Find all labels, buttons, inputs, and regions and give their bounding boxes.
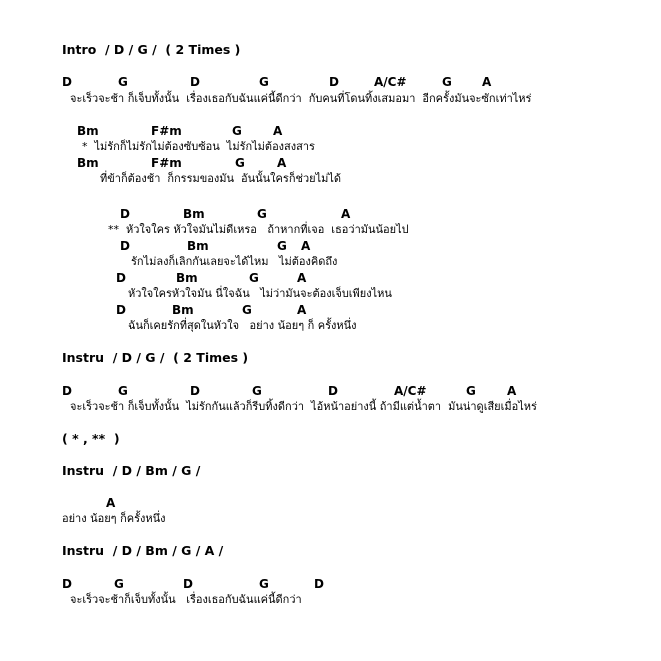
chord: G — [259, 577, 269, 591]
chord: G — [242, 303, 252, 317]
hook-lyric-4: ฉันก็เคยรักที่สุดในหัวใจ อย่าง น้อยๆ ก็ ครั้งหนึ่ง — [128, 319, 357, 332]
chord: G — [118, 384, 128, 398]
chord: G — [257, 207, 267, 221]
chord: G — [118, 75, 128, 89]
chord: A — [277, 156, 287, 170]
hook-lyric-3: หัวใจใครหัวใจมัน นี่ใจฉัน ไม่ว่ามันจะต้องเจ็บเพียงไหน — [128, 287, 392, 300]
chord: D — [62, 75, 72, 89]
chord: G — [114, 577, 124, 591]
chord: Bm — [176, 271, 198, 285]
chord: A/C# — [394, 384, 427, 398]
chord: A — [482, 75, 492, 89]
chord: Bm — [77, 124, 99, 138]
hook-lyric-1: ** หัวใจใคร หัวใจมันไม่ดีเหรอ ถ้าหากที่เจอ เธอว่ามันน้อยไป — [108, 223, 409, 236]
section-instru-3: Instru / D / Bm / G / A / — [62, 543, 224, 558]
chord: G — [259, 75, 269, 89]
outro-lyric: จะเร็วจะช้าก็เจ็บทั้งนั้น เรื่องเธอกับฉันแค่นี้ดีกว่า — [70, 593, 302, 606]
chord: D — [116, 303, 126, 317]
chord: F#m — [151, 156, 182, 170]
chord: Bm — [77, 156, 99, 170]
chord: D — [190, 384, 200, 398]
chord: D — [314, 577, 324, 591]
chord: D — [116, 271, 126, 285]
tag-chord: A — [106, 496, 116, 510]
chord: A — [507, 384, 517, 398]
chord: G — [249, 271, 259, 285]
verse2-lyric: จะเร็วจะช้า ก็เจ็บทั้งนั้น ไม่รักกันแล้วก็รีบทิ้งดีกว่า ไอ้หน้าอย่างนี้ ถ้ามีแต่น้ำตา มันน่าดูเสียเมื่อไหร่ — [70, 400, 537, 413]
section-instru-2: Instru / D / Bm / G / — [62, 463, 201, 478]
chord: A — [341, 207, 351, 221]
chord: A — [273, 124, 283, 138]
section-intro: Intro / D / G / ( 2 Times ) — [62, 42, 241, 57]
chord: D — [328, 384, 338, 398]
chord: D — [190, 75, 200, 89]
chord: G — [235, 156, 245, 170]
chord: A/C# — [374, 75, 407, 89]
pre1-lyric-b: ที่ข้าก็ต้องช้า ก็กรรมของมัน อันนั้นใครก็ช่วยไม่ได้ — [100, 172, 342, 185]
chord: A — [297, 303, 307, 317]
chord: D — [183, 577, 193, 591]
chord: G — [252, 384, 262, 398]
chord: G — [232, 124, 242, 138]
chord: D — [329, 75, 339, 89]
chord: A — [297, 271, 307, 285]
section-instru-1: Instru / D / G / ( 2 Times ) — [62, 350, 249, 365]
chord: Bm — [183, 207, 205, 221]
chord: D — [120, 207, 130, 221]
pre1-lyric-a: * ไม่รักก็ไม่รักไม่ต้องซับซ้อน ไม่รักไม่ต้องสงสาร — [82, 140, 315, 153]
chord: D — [62, 384, 72, 398]
hook-lyric-2: รักไม่ลงก็เลิกกันเลยจะได้ไหม ไม่ต้องคิดถึง — [131, 255, 338, 268]
verse1-lyric: จะเร็วจะช้า ก็เจ็บทั้งนั้น เรื่องเธอกับฉันแค่นี้ดีกว่า กับคนที่โดนทิ้งเสมอมา อีกครั้งมันจะซักเท่าไหร่ — [70, 92, 532, 105]
repeat-marker: ( * , ** ) — [62, 431, 120, 446]
chord: F#m — [151, 124, 182, 138]
chord: G — [466, 384, 476, 398]
chord: G — [277, 239, 287, 253]
chord: Bm — [172, 303, 194, 317]
tag-lyric: อย่าง น้อยๆ ก็ครั้งหนึ่ง — [62, 512, 166, 525]
chord: G — [442, 75, 452, 89]
chord: Bm — [187, 239, 209, 253]
chord: D — [62, 577, 72, 591]
chord: D — [120, 239, 130, 253]
chord: A — [301, 239, 311, 253]
